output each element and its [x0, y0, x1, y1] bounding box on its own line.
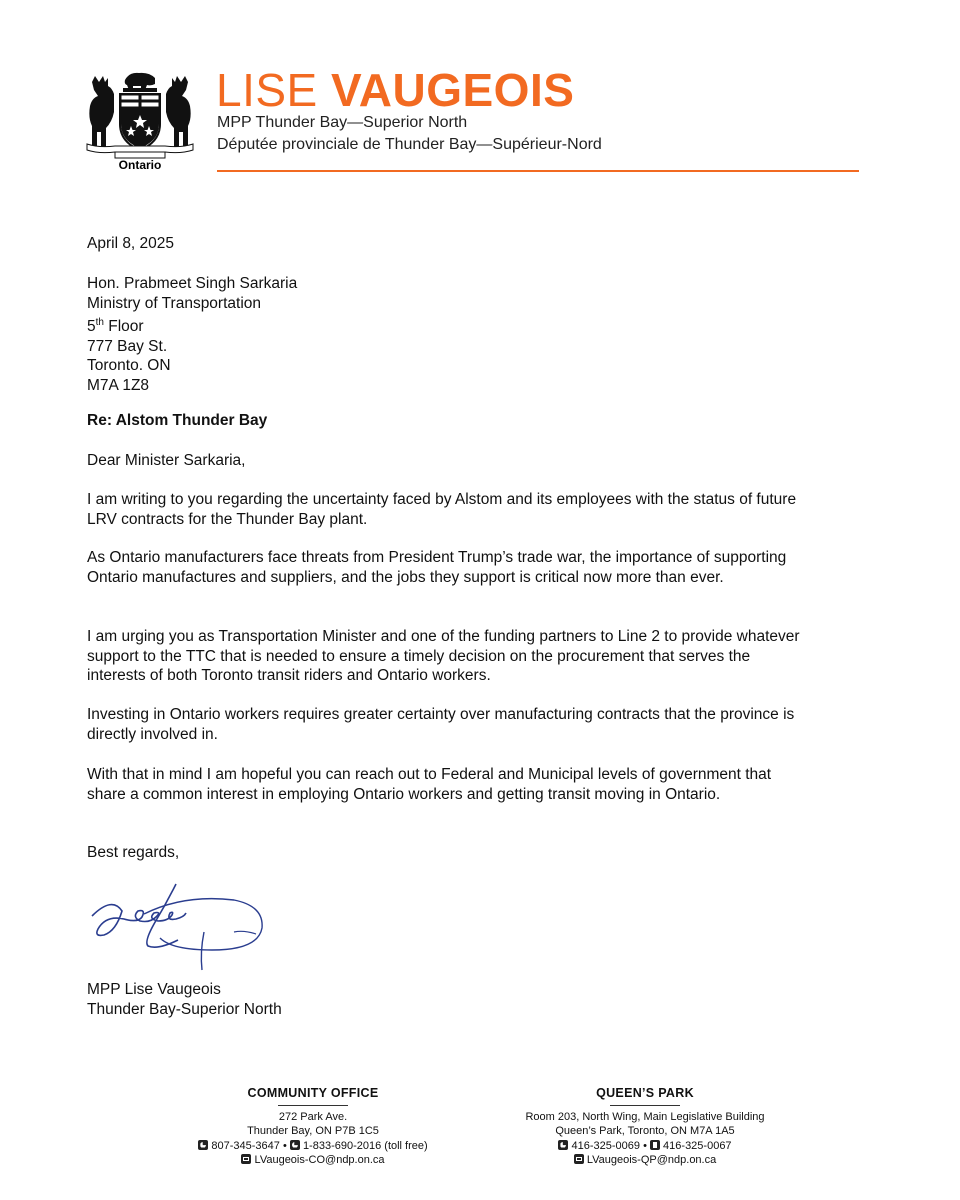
community-tollfree[interactable]: 1-833-690-2016 (toll free): [302, 1139, 428, 1152]
letter-date: April 8, 2025: [87, 235, 175, 252]
recipient-floor: 5th Floor: [87, 317, 144, 336]
recipient-name: Hon. Prabmeet Singh Sarkaria: [87, 275, 298, 292]
signoff-name: MPP Lise Vaugeois: [87, 981, 221, 998]
signature-image: [84, 876, 269, 976]
email-icon: [241, 1154, 251, 1164]
queens-park-phones: 416-325-0069 • 416-325-0067: [490, 1139, 800, 1154]
riding-english: MPP Thunder Bay—Superior North: [217, 114, 468, 131]
fax-icon: [650, 1140, 660, 1150]
footer-community-office: [168, 1086, 458, 1168]
paragraph: Investing in Ontario workers requires greater certainty over manufacturing contracts that the province is directly involved in.: [87, 706, 795, 743]
queens-park-address-line2: Queen’s Park, Toronto, ON M7A 1A5: [555, 1125, 735, 1137]
header-divider: [217, 170, 859, 172]
community-phone[interactable]: 807-345-3647: [211, 1139, 280, 1152]
recipient-postal: M7A 1Z8: [87, 376, 150, 394]
letterhead: [85, 66, 860, 178]
paragraph: I am urging you as Transportation Minister and one of the funding partners to Line 2 to provide whatever support to the TTC that is needed to ensure a timely decision on the procurement that serves the interests of both Toronto transit riders and Ontario workers.: [87, 628, 800, 684]
recipient-address: [87, 274, 297, 395]
mpp-name: [216, 66, 574, 114]
queens-park-phone[interactable]: 416-325-0069: [571, 1139, 640, 1152]
mpp-first-name: LISE: [216, 64, 318, 116]
paragraph: With that in mind I am hopeful you can reach out to Federal and Municipal levels of government that share a common interest in employing Ontario workers and getting transit moving in Ontario.: [87, 766, 772, 803]
closing: Best regards,: [87, 844, 180, 861]
signoff-riding: Thunder Bay-Superior North: [87, 1000, 282, 1018]
queens-park-heading: QUEEN’S PARK: [596, 1086, 694, 1100]
footer-divider: [278, 1105, 348, 1106]
queens-park-email-row: [490, 1153, 800, 1168]
recipient-city: Toronto. ON: [87, 357, 171, 375]
recipient-ministry: Ministry of Transportation: [87, 294, 262, 312]
recipient-street: 777 Bay St.: [87, 337, 168, 355]
paragraph: As Ontario manufacturers face threats from President Trump’s trade war, the importance of supporting Ontario manufactures and suppliers, and the jobs they support is critical now more than ever.: [87, 549, 787, 586]
community-phones: 807-345-3647 • 1-833-690-2016 (toll free): [168, 1139, 458, 1154]
subject-line: Re: Alstom Thunder Bay: [87, 412, 268, 429]
queens-park-fax[interactable]: 416-325-0067: [663, 1139, 732, 1152]
salutation: Dear Minister Sarkaria,: [87, 452, 246, 469]
community-email-row: [168, 1153, 458, 1168]
footer-divider: [610, 1105, 680, 1106]
footer-queens-park: [490, 1086, 800, 1168]
queens-park-address-line1: Room 203, North Wing, Main Legislative Building: [525, 1110, 765, 1123]
crest-label: Ontario: [118, 158, 162, 172]
email-icon: [574, 1154, 584, 1164]
phone-icon: [290, 1140, 300, 1150]
community-address-line1: 272 Park Ave.: [278, 1110, 348, 1123]
phone-icon: [558, 1140, 568, 1150]
community-email[interactable]: LVaugeois-CO@ndp.on.ca: [254, 1154, 385, 1166]
riding-french: Députée provinciale de Thunder Bay—Supérieur-Nord: [217, 136, 602, 153]
signoff: [87, 980, 282, 1019]
community-address-line2: Thunder Bay, ON P7B 1C5: [247, 1125, 379, 1137]
mpp-last-name: VAUGEOIS: [331, 64, 575, 116]
community-office-heading: COMMUNITY OFFICE: [247, 1086, 379, 1100]
phone-icon: [198, 1140, 208, 1150]
queens-park-email[interactable]: LVaugeois-QP@ndp.on.ca: [586, 1154, 717, 1166]
paragraph: I am writing to you regarding the uncertainty faced by Alstom and its employees with the status of future LRV contracts for the Thunder Bay plant.: [87, 491, 797, 528]
